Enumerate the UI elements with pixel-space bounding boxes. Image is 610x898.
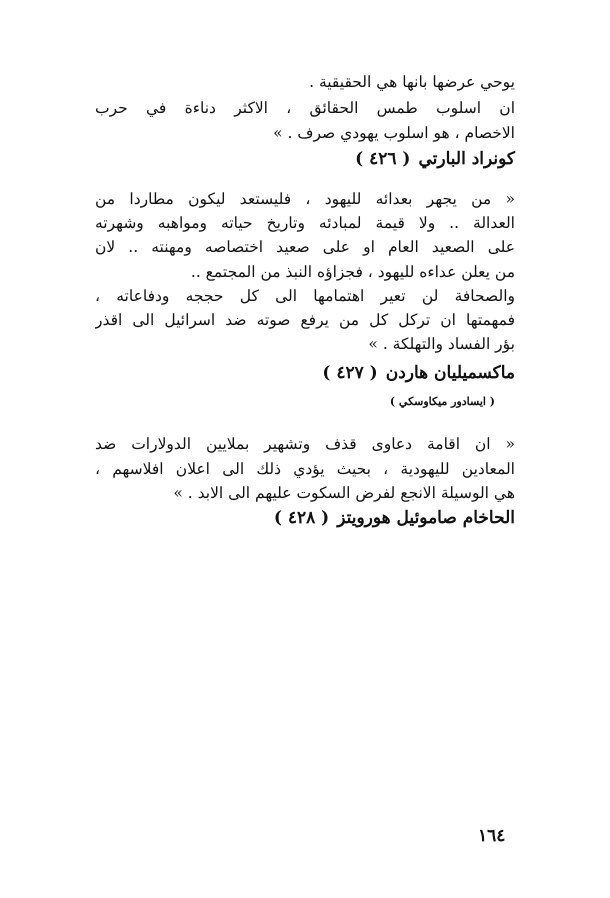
attribution-427-number: ( ٤٢٧ ) [322,363,378,383]
attribution-428-number: ( ٤٢٨ ) [273,508,330,528]
quote-426-line-7: بؤر الفساد والتهلكة . » [368,335,515,353]
quote-426-line-5: والصحافة لن تعير اهتمامها الى كل حججه ودفاعاته ، [95,287,515,305]
attribution-427-subtitle: ( ايسادور ميكاوسكي ) [389,395,495,408]
quote-426-line-6: فمهمتها ان تركل كل من يرفع صوته ضد اسرائيل الى اقذر [95,311,515,329]
attribution-426 [95,146,515,172]
intro-line-1: يوحي عرضها بانها هي الحقيقية . [309,73,515,91]
quote-426-line-2: العدالة .. ولا قيمة لمبادئه وتاريخ حياته ومواهبه وشهرته [95,214,515,232]
attribution-427-name: ماكسميليان هاردن [385,363,515,383]
quote-426-line-1: « من يجهر بعدائه لليهود ، فليستعد ليكون مطاردا من [95,190,515,208]
intro-line-3: الاخصام ، هو اسلوب يهودي صرف . » [273,124,515,142]
attribution-426-name: كونراد البارتي [418,149,515,169]
quote-426-line-3: على الصعيد العام او على صعيد اختصاصه ومهنته .. لان [95,238,515,256]
attribution-428-name: الحاخام صاموئيل هورويتز [337,508,515,528]
page-number: ١٦٤ [478,826,506,846]
quote-427-line-2: المعادين لليهودية ، بحيث يؤدي ذلك الى اعلان افلاسهم ، [95,460,515,478]
quote-427-line-3: هي الوسيلة الانجع لفرض السكوت عليهم الى الابد . » [173,484,515,502]
quote-427-line-1: « ان اقامة دعاوى قذف وتشهير بملايين الدولارات ضد [95,435,515,453]
intro-line-2: ان اسلوب طمس الحقائق ، الاكثر دناءة في حرب [95,99,515,117]
attribution-427 [95,360,515,386]
attribution-426-number: ( ٤٢٦ ) [355,149,411,169]
quote-426-line-4: من يعلن عداءه لليهود ، فجزاؤه النبذ من المجتمع .. [190,263,515,281]
attribution-428 [95,505,515,531]
